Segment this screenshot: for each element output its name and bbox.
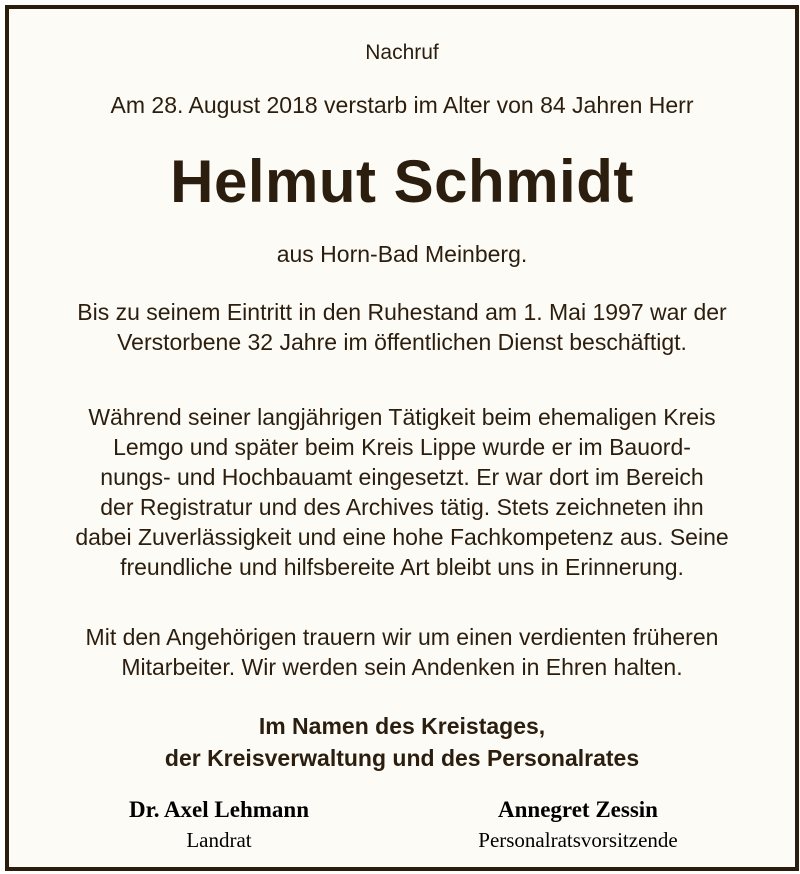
paragraph-career <box>9 297 795 357</box>
origin-line: aus Horn-Bad Meinberg. <box>276 241 528 267</box>
paragraph-line: der Registratur und des Archives tätig. Stets zeichneten ihn <box>100 494 704 520</box>
signatory-right <box>413 795 743 855</box>
signatory-name: Annegret Zessin <box>498 797 658 822</box>
paragraph-line: Verstorbene 32 Jahre im öffentlichen Dienst beschäftigt. <box>117 329 687 355</box>
intro-line: Am 28. August 2018 verstarb im Alter von 84 Jahren Herr <box>110 92 694 118</box>
signatory-role: Personalratsvorsitzende <box>478 828 678 852</box>
paragraph-duties <box>9 402 795 582</box>
paragraph-mourning <box>9 622 795 682</box>
paragraph-line: Während seiner langjährigen Tätigkeit beim ehemaligen Kreis <box>88 404 716 430</box>
obituary-frame <box>5 5 799 871</box>
closing-line: Im Namen des Kreistages, <box>258 713 546 739</box>
deceased-name: Helmut Schmidt <box>170 148 634 215</box>
paragraph-line: freundliche und hilfsbereite Art bleibt uns in Erinnerung. <box>120 554 684 580</box>
closing-statement <box>9 710 795 774</box>
signatory-name: Dr. Axel Lehmann <box>129 797 309 822</box>
closing-line: der Kreisverwaltung und des Personalrates <box>164 745 640 771</box>
paragraph-line: Bis zu seinem Eintritt in den Ruhestand am 1. Mai 1997 war der <box>77 299 727 325</box>
signatory-left <box>54 795 384 855</box>
paragraph-line: Mitarbeiter. Wir werden sein Andenken in Ehren halten. <box>121 654 683 680</box>
paragraph-line: Lemgo und später beim Kreis Lippe wurde er im Bauord- <box>113 434 691 460</box>
paragraph-line: Mit den Angehörigen trauern wir um einen verdienten früheren <box>85 624 719 650</box>
signatory-role: Landrat <box>186 828 252 852</box>
notice-heading: Nachruf <box>365 41 439 64</box>
paragraph-line: dabei Zuverlässigkeit und eine hohe Fachkompetenz aus. Seine <box>75 524 729 550</box>
paragraph-line: nungs- und Hochbauamt eingesetzt. Er war dort im Bereich <box>100 464 704 490</box>
